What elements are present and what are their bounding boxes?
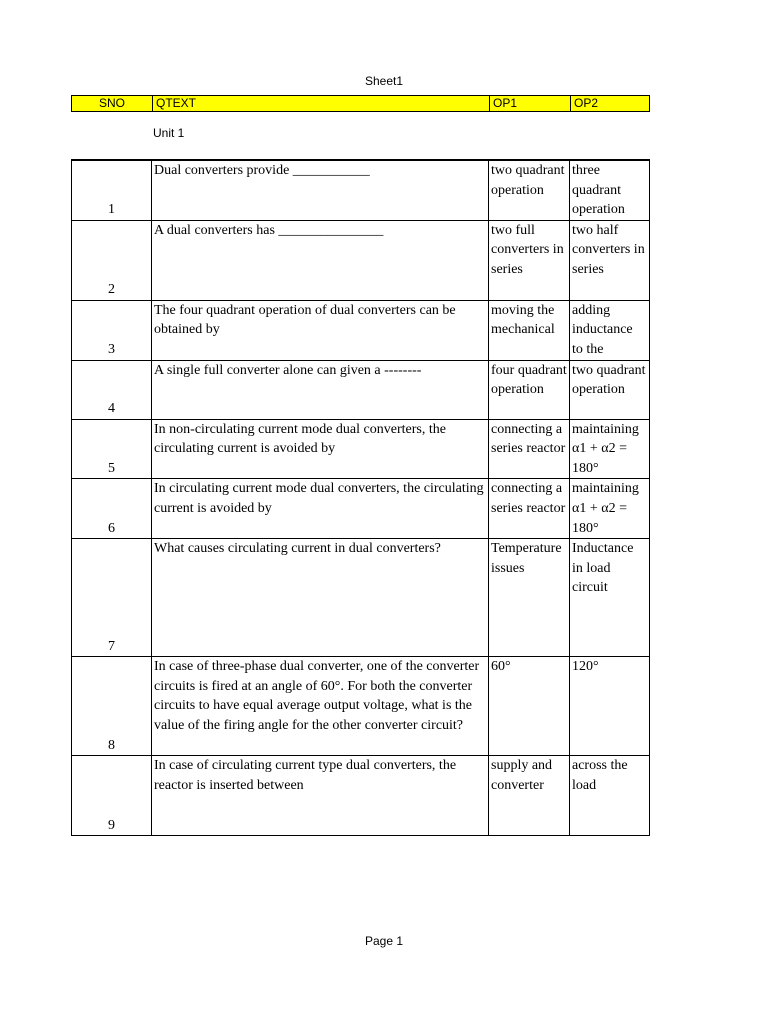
row-question: In case of three-phase dual converter, one of the converter circuits is fired at an angle of 60°. For both the converter circuits to have equal average output voltage, what is the value of the firing angle for the other converter circuit? (152, 657, 489, 756)
row-option-1: four quadrant operation (489, 360, 570, 419)
unit-label: Unit 1 (153, 126, 185, 140)
row-question: In case of circulating current type dual converters, the reactor is inserted between (152, 756, 489, 836)
row-sno: 5 (72, 419, 152, 479)
row-sno: 7 (72, 539, 152, 657)
sheet-title: Sheet1 (364, 74, 404, 88)
table-row (72, 479, 650, 539)
row-option-2: maintaining α1 + α2 = 180° (570, 419, 650, 479)
table-row (72, 657, 650, 756)
table-row (72, 220, 650, 300)
row-sno: 9 (72, 756, 152, 836)
row-option-1: two quadrant operation (489, 160, 570, 220)
row-option-1: connecting a series reactor (489, 419, 570, 479)
table-row (72, 539, 650, 657)
row-sno: 3 (72, 300, 152, 360)
row-question: Dual converters provide ___________ (152, 160, 489, 220)
row-option-1: supply and converter (489, 756, 570, 836)
row-option-1: connecting a series reactor (489, 479, 570, 539)
row-question: In non-circulating current mode dual converters, the circulating current is avoided by (152, 419, 489, 479)
row-option-1: moving the mechanical (489, 300, 570, 360)
row-option-1: Temperature issues (489, 539, 570, 657)
row-option-2: maintaining α1 + α2 = 180° (570, 479, 650, 539)
table-row (72, 300, 650, 360)
header-op2: OP2 (570, 96, 649, 111)
table-row (72, 360, 650, 419)
header-op1: OP1 (489, 96, 570, 111)
table-row (72, 419, 650, 479)
row-sno: 8 (72, 657, 152, 756)
row-option-1: two full converters in series (489, 220, 570, 300)
row-option-2: 120° (570, 657, 650, 756)
question-table (71, 159, 650, 836)
row-option-1: 60° (489, 657, 570, 756)
row-question: What causes circulating current in dual converters? (152, 539, 489, 657)
row-option-2: adding inductance to the (570, 300, 650, 360)
row-sno: 1 (72, 160, 152, 220)
table-row (72, 160, 650, 220)
row-sno: 2 (72, 220, 152, 300)
row-question: The four quadrant operation of dual converters can be obtained by (152, 300, 489, 360)
row-question: In circulating current mode dual converters, the circulating current is avoided by (152, 479, 489, 539)
row-sno: 4 (72, 360, 152, 419)
row-option-2: across the load (570, 756, 650, 836)
row-question: A single full converter alone can given a -------- (152, 360, 489, 419)
page-number: Page 1 (364, 934, 404, 948)
table-row (72, 756, 650, 836)
header-qtext: QTEXT (152, 96, 489, 111)
header-sno: SNO (98, 96, 125, 110)
row-option-2: two half converters in series (570, 220, 650, 300)
row-option-2: three quadrant operation (570, 160, 650, 220)
row-sno: 6 (72, 479, 152, 539)
row-question: A dual converters has _______________ (152, 220, 489, 300)
row-option-2: two quadrant operation (570, 360, 650, 419)
column-header-bar (71, 95, 650, 112)
row-option-2: Inductance in load circuit (570, 539, 650, 657)
